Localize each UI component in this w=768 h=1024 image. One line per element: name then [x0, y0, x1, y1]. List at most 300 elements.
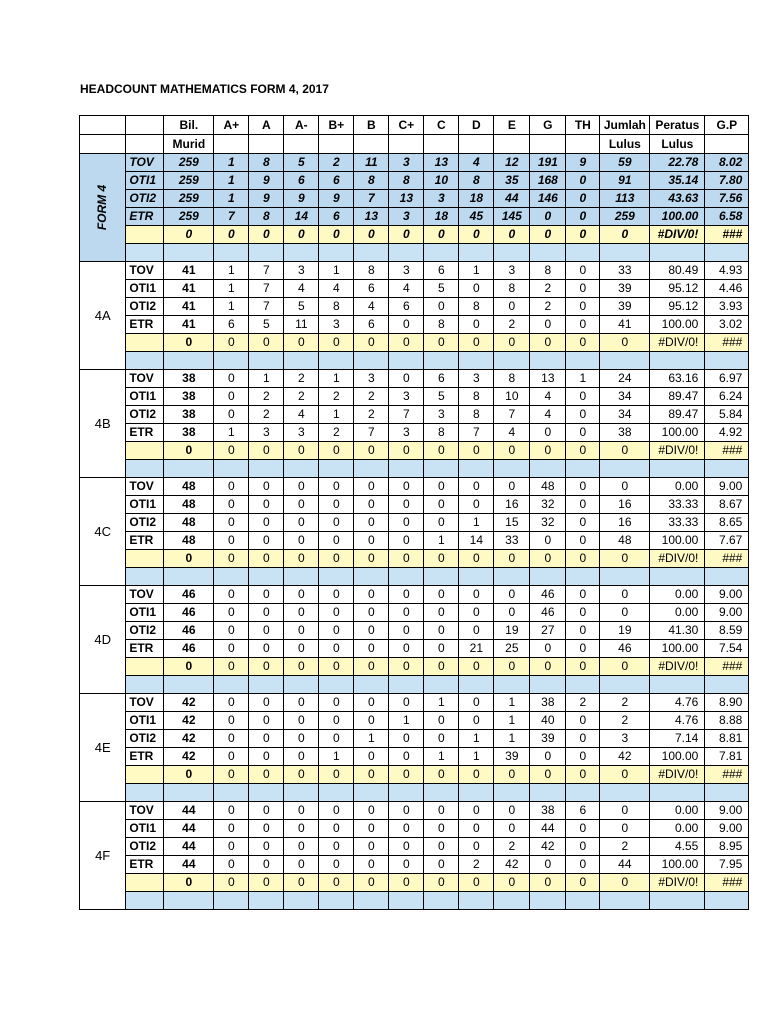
table-cell [566, 784, 600, 802]
spacer-row [80, 568, 749, 586]
table-cell: 0 [566, 820, 600, 838]
header-cell [80, 116, 126, 135]
table-cell: 44 [164, 856, 214, 874]
table-cell: 0 [284, 640, 319, 658]
table-cell: 0 [284, 478, 319, 496]
table-row [80, 586, 749, 604]
table-cell: 9 [319, 190, 354, 208]
table-cell: 6.97 [705, 370, 749, 388]
table-cell [650, 568, 705, 586]
table-cell: 40 [530, 712, 566, 730]
table-cell [214, 784, 249, 802]
table-cell: 8 [319, 298, 354, 316]
row-label: OTI1 [126, 388, 164, 406]
table-cell [566, 676, 600, 694]
table-cell: 0 [319, 694, 354, 712]
table-cell: 4.76 [650, 694, 705, 712]
table-cell: 48 [164, 514, 214, 532]
table-cell: 7 [389, 406, 424, 424]
header-cell: G.P [705, 116, 749, 135]
table-row [80, 694, 749, 712]
table-cell: 0 [530, 532, 566, 550]
table-cell: 9 [284, 190, 319, 208]
header-cell [494, 135, 530, 154]
table-cell [214, 676, 249, 694]
table-cell [705, 784, 749, 802]
table-cell: 3 [494, 262, 530, 280]
table-cell: 0 [424, 838, 459, 856]
table-cell: 14 [284, 208, 319, 226]
table-cell: 0 [530, 550, 566, 568]
table-cell: 8 [354, 262, 389, 280]
table-cell: 4.92 [705, 424, 749, 442]
table-cell: 44 [164, 838, 214, 856]
table-cell: 44 [600, 856, 650, 874]
table-cell: 0 [249, 442, 284, 460]
table-cell: 0 [249, 604, 284, 622]
spacer-row [80, 784, 749, 802]
table-cell: 0 [566, 478, 600, 496]
table-cell: 32 [530, 496, 566, 514]
table-cell [284, 352, 319, 370]
table-cell: 0 [389, 730, 424, 748]
table-cell: 0 [354, 442, 389, 460]
table-cell: #DIV/0! [650, 226, 705, 244]
table-cell: 4.76 [650, 712, 705, 730]
table-cell: 0 [600, 586, 650, 604]
table-cell: 48 [164, 496, 214, 514]
table-cell: ### [705, 334, 749, 352]
table-cell: 10 [424, 172, 459, 190]
table-cell [319, 784, 354, 802]
table-cell: 0 [494, 226, 530, 244]
table-cell [459, 784, 494, 802]
table-cell: 2 [494, 316, 530, 334]
table-cell: 0 [494, 442, 530, 460]
table-cell: 0 [530, 748, 566, 766]
table-cell: 0 [389, 604, 424, 622]
table-cell: 8.59 [705, 622, 749, 640]
table-cell: 0 [530, 424, 566, 442]
table-cell: 8.88 [705, 712, 749, 730]
table-cell: #DIV/0! [650, 658, 705, 676]
header-cell [214, 135, 249, 154]
table-cell: 0 [354, 856, 389, 874]
header-cell: A+ [214, 116, 249, 135]
table-cell: 0 [214, 586, 249, 604]
table-cell: 38 [164, 388, 214, 406]
table-cell: 1 [214, 190, 249, 208]
table-cell: 0 [459, 226, 494, 244]
group-label: 4E [80, 694, 126, 802]
table-cell: 0 [249, 694, 284, 712]
table-cell: 0 [424, 658, 459, 676]
table-cell: 39 [600, 298, 650, 316]
table-cell: 39 [530, 730, 566, 748]
table-cell: 0 [600, 442, 650, 460]
table-cell: ### [705, 550, 749, 568]
table-cell [126, 442, 164, 460]
table-cell: 0 [389, 694, 424, 712]
table-cell: 9 [566, 154, 600, 172]
table-body [80, 154, 749, 910]
table-cell: 44 [164, 820, 214, 838]
table-cell: 42 [164, 712, 214, 730]
table-cell [705, 892, 749, 910]
table-cell: 3 [389, 388, 424, 406]
table-cell: ### [705, 658, 749, 676]
table-cell: 0.00 [650, 604, 705, 622]
table-cell [600, 892, 650, 910]
table-cell: 1 [389, 712, 424, 730]
table-cell: 6.58 [705, 208, 749, 226]
group-label: 4B [80, 370, 126, 478]
table-cell: 0 [284, 334, 319, 352]
table-cell: 2 [600, 694, 650, 712]
table-cell: 2 [566, 694, 600, 712]
header-cell [284, 135, 319, 154]
table-cell: 0 [566, 514, 600, 532]
table-cell: 0 [249, 748, 284, 766]
table-cell: 0 [319, 820, 354, 838]
table-cell: 0 [319, 730, 354, 748]
table-cell: 8 [249, 154, 284, 172]
table-cell: 0 [214, 802, 249, 820]
table-cell [600, 784, 650, 802]
table-row [80, 856, 749, 874]
table-cell: 8 [459, 298, 494, 316]
row-label: ETR [126, 316, 164, 334]
row-label: OTI1 [126, 712, 164, 730]
table-cell: 7.14 [650, 730, 705, 748]
table-cell: 0 [459, 694, 494, 712]
table-row [80, 406, 749, 424]
table-cell: 5 [284, 154, 319, 172]
table-cell: 0 [600, 820, 650, 838]
table-cell [284, 568, 319, 586]
table-cell [214, 352, 249, 370]
table-cell: 3.93 [705, 298, 749, 316]
table-cell: 0.00 [650, 586, 705, 604]
table-cell: 2 [284, 370, 319, 388]
table-cell: 0 [249, 802, 284, 820]
table-cell: 3 [389, 154, 424, 172]
table-cell: 0 [600, 478, 650, 496]
table-cell: 3 [424, 190, 459, 208]
table-cell: 0 [164, 334, 214, 352]
header-row-2 [80, 135, 749, 154]
table-cell: 0 [494, 298, 530, 316]
table-cell: 4 [389, 280, 424, 298]
table-cell [459, 892, 494, 910]
table-cell [424, 784, 459, 802]
table-cell: 0 [530, 658, 566, 676]
header-cell [530, 135, 566, 154]
table-cell: 4.93 [705, 262, 749, 280]
table-cell: 41 [164, 262, 214, 280]
table-cell: 42 [164, 730, 214, 748]
row-label: OTI1 [126, 172, 164, 190]
table-cell: 2 [494, 838, 530, 856]
table-cell: 1 [424, 748, 459, 766]
table-cell: 6 [354, 280, 389, 298]
table-cell: 0 [424, 334, 459, 352]
table-cell [600, 676, 650, 694]
table-cell: 3 [389, 424, 424, 442]
table-cell: 42 [600, 748, 650, 766]
table-cell: 0 [530, 874, 566, 892]
table-cell: 168 [530, 172, 566, 190]
table-cell: 59 [600, 154, 650, 172]
table-cell: 13 [354, 208, 389, 226]
table-cell: 6.24 [705, 388, 749, 406]
row-label: ETR [126, 856, 164, 874]
row-label: TOV [126, 262, 164, 280]
table-cell: 6 [566, 802, 600, 820]
table-cell: 32 [530, 514, 566, 532]
table-cell: 48 [164, 478, 214, 496]
header-row-1 [80, 116, 749, 135]
table-cell: 42 [494, 856, 530, 874]
header-cell: C+ [389, 116, 424, 135]
table-cell [424, 892, 459, 910]
table-cell: 0 [389, 532, 424, 550]
table-cell [126, 766, 164, 784]
table-cell [164, 676, 214, 694]
table-cell: 0 [566, 334, 600, 352]
table-cell: 0 [530, 316, 566, 334]
zero-row [80, 226, 749, 244]
table-cell: 0 [354, 640, 389, 658]
table-cell [214, 568, 249, 586]
table-cell: 0 [424, 712, 459, 730]
table-cell: 0 [319, 838, 354, 856]
table-cell: 0 [424, 802, 459, 820]
group-label: 4A [80, 262, 126, 370]
table-cell [164, 568, 214, 586]
table-cell [530, 568, 566, 586]
table-cell: 0 [566, 712, 600, 730]
table-cell: 0 [459, 874, 494, 892]
table-cell [319, 568, 354, 586]
table-cell: 4 [284, 406, 319, 424]
table-cell: 0 [214, 496, 249, 514]
table-cell: 41.30 [650, 622, 705, 640]
table-cell [126, 226, 164, 244]
table-cell: 0 [494, 334, 530, 352]
table-cell: 0 [566, 748, 600, 766]
table-cell: 1 [214, 424, 249, 442]
table-cell: 0 [284, 658, 319, 676]
table-cell: 0 [214, 388, 249, 406]
table-cell [705, 676, 749, 694]
table-cell: 0 [214, 370, 249, 388]
table-cell: 44 [164, 802, 214, 820]
table-cell [319, 244, 354, 262]
table-cell: 0 [284, 442, 319, 460]
table-cell: 0 [424, 820, 459, 838]
table-cell: 8.90 [705, 694, 749, 712]
table-cell: 38 [530, 802, 566, 820]
table-cell: 0 [354, 694, 389, 712]
table-cell [319, 892, 354, 910]
table-cell [424, 460, 459, 478]
table-cell: 0 [424, 604, 459, 622]
table-cell [354, 352, 389, 370]
table-cell: 0 [249, 766, 284, 784]
table-cell: 0 [249, 334, 284, 352]
table-cell [249, 568, 284, 586]
table-cell: 0 [566, 208, 600, 226]
zero-row [80, 442, 749, 460]
table-cell [600, 568, 650, 586]
table-cell: 9.00 [705, 802, 749, 820]
table-cell: 0 [319, 442, 354, 460]
table-cell: 0 [389, 334, 424, 352]
table-cell: 0 [600, 802, 650, 820]
table-cell: 0 [389, 802, 424, 820]
table-cell: 7 [249, 298, 284, 316]
table-cell: 5 [284, 298, 319, 316]
table-cell: ### [705, 874, 749, 892]
table-cell: 259 [164, 190, 214, 208]
table-cell: 100.00 [650, 856, 705, 874]
table-cell [650, 244, 705, 262]
table-cell [494, 784, 530, 802]
table-cell: 0 [284, 604, 319, 622]
table-cell [705, 568, 749, 586]
table-cell: 1 [354, 730, 389, 748]
table-cell: 0 [600, 550, 650, 568]
table-cell: 13 [530, 370, 566, 388]
table-cell: 0 [530, 226, 566, 244]
table-cell: 259 [600, 208, 650, 226]
spacer-row [80, 676, 749, 694]
table-cell: 0 [319, 514, 354, 532]
table-cell: 0 [389, 478, 424, 496]
table-row [80, 424, 749, 442]
table-cell [566, 352, 600, 370]
table-cell: ### [705, 226, 749, 244]
table-cell: 0 [164, 226, 214, 244]
header-cell: D [459, 116, 494, 135]
table-cell: 1 [494, 712, 530, 730]
table-cell: 8 [424, 424, 459, 442]
table-cell [566, 244, 600, 262]
table-cell: 0 [319, 874, 354, 892]
table-cell: 0 [424, 226, 459, 244]
table-cell: 6 [319, 172, 354, 190]
table-cell: 38 [600, 424, 650, 442]
table-cell: 0 [566, 496, 600, 514]
table-cell: 7.56 [705, 190, 749, 208]
table-cell: 0 [566, 226, 600, 244]
table-cell [459, 352, 494, 370]
table-cell: 46 [530, 604, 566, 622]
table-cell [530, 784, 566, 802]
table-cell: 259 [164, 208, 214, 226]
table-cell: 2 [459, 856, 494, 874]
table-cell: 0 [214, 766, 249, 784]
table-cell: 38 [164, 406, 214, 424]
row-label: ETR [126, 208, 164, 226]
table-cell: 7.80 [705, 172, 749, 190]
row-label: TOV [126, 586, 164, 604]
table-cell: 2 [319, 154, 354, 172]
table-cell: 12 [494, 154, 530, 172]
table-cell: 0 [164, 442, 214, 460]
table-cell [354, 244, 389, 262]
table-cell: 0 [424, 496, 459, 514]
table-cell [354, 784, 389, 802]
table-cell [459, 244, 494, 262]
table-row [80, 802, 749, 820]
table-cell: 0 [284, 712, 319, 730]
table-cell: 41 [164, 280, 214, 298]
table-cell: 7 [494, 406, 530, 424]
table-cell: 1 [459, 730, 494, 748]
table-cell: 34 [600, 388, 650, 406]
table-cell: 48 [164, 532, 214, 550]
table-cell: 0 [494, 820, 530, 838]
table-cell [600, 352, 650, 370]
table-cell: 0 [319, 640, 354, 658]
table-cell: 0 [214, 730, 249, 748]
table-cell [530, 892, 566, 910]
table-cell: 2 [600, 838, 650, 856]
table-cell: 0 [354, 226, 389, 244]
table-cell: 0 [530, 442, 566, 460]
table-cell [566, 460, 600, 478]
header-cell: Murid [164, 135, 214, 154]
table-cell: 33 [494, 532, 530, 550]
row-label: OTI1 [126, 820, 164, 838]
table-cell: 5 [424, 388, 459, 406]
table-cell: 0 [424, 298, 459, 316]
table-cell: 1 [459, 748, 494, 766]
table-cell: 0 [389, 874, 424, 892]
table-row [80, 604, 749, 622]
table-cell: 0 [389, 586, 424, 604]
table-cell: 0 [494, 586, 530, 604]
table-cell [214, 244, 249, 262]
group-label: FORM 4 [80, 154, 126, 262]
table-cell: 2 [284, 388, 319, 406]
table-cell: 0 [214, 838, 249, 856]
table-cell: 9.00 [705, 820, 749, 838]
table-cell: 0 [389, 226, 424, 244]
table-cell [530, 352, 566, 370]
table-cell: 0 [319, 226, 354, 244]
table-cell [494, 892, 530, 910]
table-cell: 0 [284, 748, 319, 766]
table-cell: 0 [600, 874, 650, 892]
table-cell: 0 [249, 640, 284, 658]
table-cell: 0 [494, 874, 530, 892]
table-cell: 1 [319, 406, 354, 424]
table-cell: 0 [249, 874, 284, 892]
header-cell: Jumlah [600, 116, 650, 135]
table-cell: 7 [214, 208, 249, 226]
table-cell: 9 [249, 190, 284, 208]
table-cell: 1 [319, 262, 354, 280]
table-cell: 39 [600, 280, 650, 298]
table-cell: 35.14 [650, 172, 705, 190]
table-cell: 6 [284, 172, 319, 190]
table-cell: 11 [284, 316, 319, 334]
row-label: OTI2 [126, 298, 164, 316]
table-cell: 0 [530, 640, 566, 658]
